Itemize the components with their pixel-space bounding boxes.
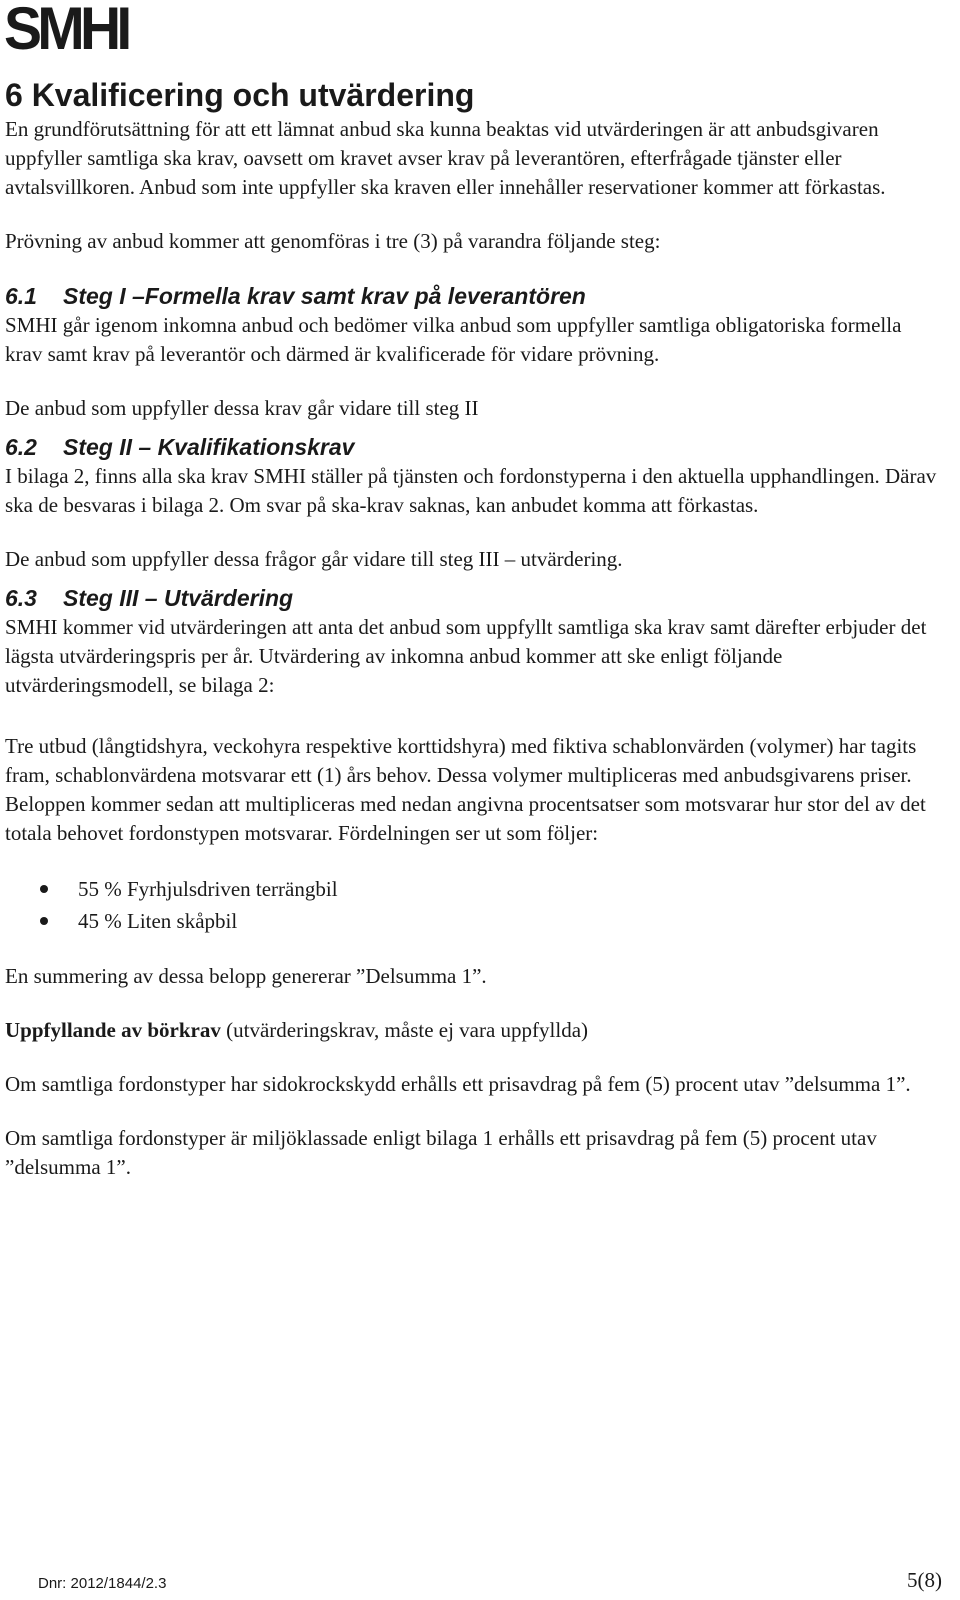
deduction-side-impact: Om samtliga fordonstyper har sidokrockskydd erhålls ett prisavdrag på fem (5) procent utav ”delsumma 1”.: [5, 1072, 911, 1096]
document-body: [5, 75, 940, 1182]
step2-next: De anbud som uppfyller dessa frågor går vidare till steg III – utvärdering.: [5, 547, 623, 571]
step2-heading: [5, 432, 940, 462]
document-number: Dnr: 2012/1844/2.3: [38, 1575, 167, 1592]
step1-heading: [5, 281, 940, 311]
summary-text: En summering av dessa belopp genererar ”Delsumma 1”.: [5, 964, 487, 988]
step2-number: 6.2: [5, 434, 37, 460]
deduction-environment: Om samtliga fordonstyper är miljöklassade enligt bilaga 1 erhålls ett prisavdrag på fem (5) procent utav ”delsumma 1”.: [5, 1126, 877, 1179]
intro-paragraph: En grundförutsättning för att ett lämnat anbud ska kunna beaktas vid utvärderingen är att anbudsgivaren uppfyller samtliga ska krav, oavsett om kravet avser krav på leverantören, efterfrågade tjänster eller avtalsvillkoren. Anbud som inte uppfyller ska kraven eller innehåller reservationer kommer att förkastas.: [5, 117, 886, 199]
step1-number: 6.1: [5, 283, 37, 309]
step2-title: Steg II – Kvalifikationskrav: [63, 434, 355, 460]
evaluation-model: Tre utbud (långtidshyra, veckohyra respektive korttidshyra) med fiktiva schablonvärden (volymer) har tagits fram, schablonvärdena motsvarar ett (1) års behov. Dessa volymer multipliceras med anbudsgivarens priser. Beloppen kommer sedan att multipliceras med nedan angivna procentsatser som motsvarar hur stor del av det totala behovet fordonstypen motsvarar. Fördelningen ser ut som följer:: [5, 734, 926, 845]
optional-requirements: [5, 1016, 940, 1045]
page-number: 5(8): [907, 1568, 942, 1592]
optional-requirements-bold: Uppfyllande av börkrav: [5, 1018, 221, 1042]
step1-body: SMHI går igenom inkomna anbud och bedömer vilka anbud som uppfyller samtliga obligatoriska formella krav samt krav på leverantör och därmed är kvalificerade för vidare prövning.: [5, 313, 902, 366]
step2-body: I bilaga 2, finns alla ska krav SMHI ställer på tjänsten och fordonstyperna i den aktuella upphandlingen. Därav ska de besvaras i bilaga 2. Om svar på ska-krav saknas, kan anbudet komma att förkastas.: [5, 464, 937, 517]
smhi-logo: SMHI: [4, 0, 128, 62]
bullet-icon: [40, 917, 48, 925]
optional-requirements-rest: (utvärderingskrav, måste ej vara uppfyllda): [220, 1018, 589, 1042]
step3-number: 6.3: [5, 585, 37, 611]
list-item: 55 % Fyrhjulsdriven terrängbil: [40, 873, 940, 905]
step3-heading: [5, 583, 940, 613]
step3-body: SMHI kommer vid utvärderingen att anta det anbud som uppfyllt samtliga ska krav samt därefter erbjuder det lägsta utvärderingspris per år. Utvärdering av inkomna anbud kommer att ske enligt följande utvärderingsmodell, se bilaga 2:: [5, 615, 927, 697]
step1-next: De anbud som uppfyller dessa krav går vidare till steg II: [5, 396, 479, 420]
bullet-icon: [40, 885, 48, 893]
steps-intro: Prövning av anbud kommer att genomföras i tre (3) på varandra följande steg:: [5, 229, 661, 253]
list-item: 45 % Liten skåpbil: [40, 905, 940, 937]
section-title: 6 Kvalificering och utvärdering: [5, 77, 475, 113]
step3-title: Steg III – Utvärdering: [63, 585, 294, 611]
distribution-list: [5, 873, 940, 937]
step1-title: Steg I –Formella krav samt krav på leverantören: [63, 283, 586, 309]
